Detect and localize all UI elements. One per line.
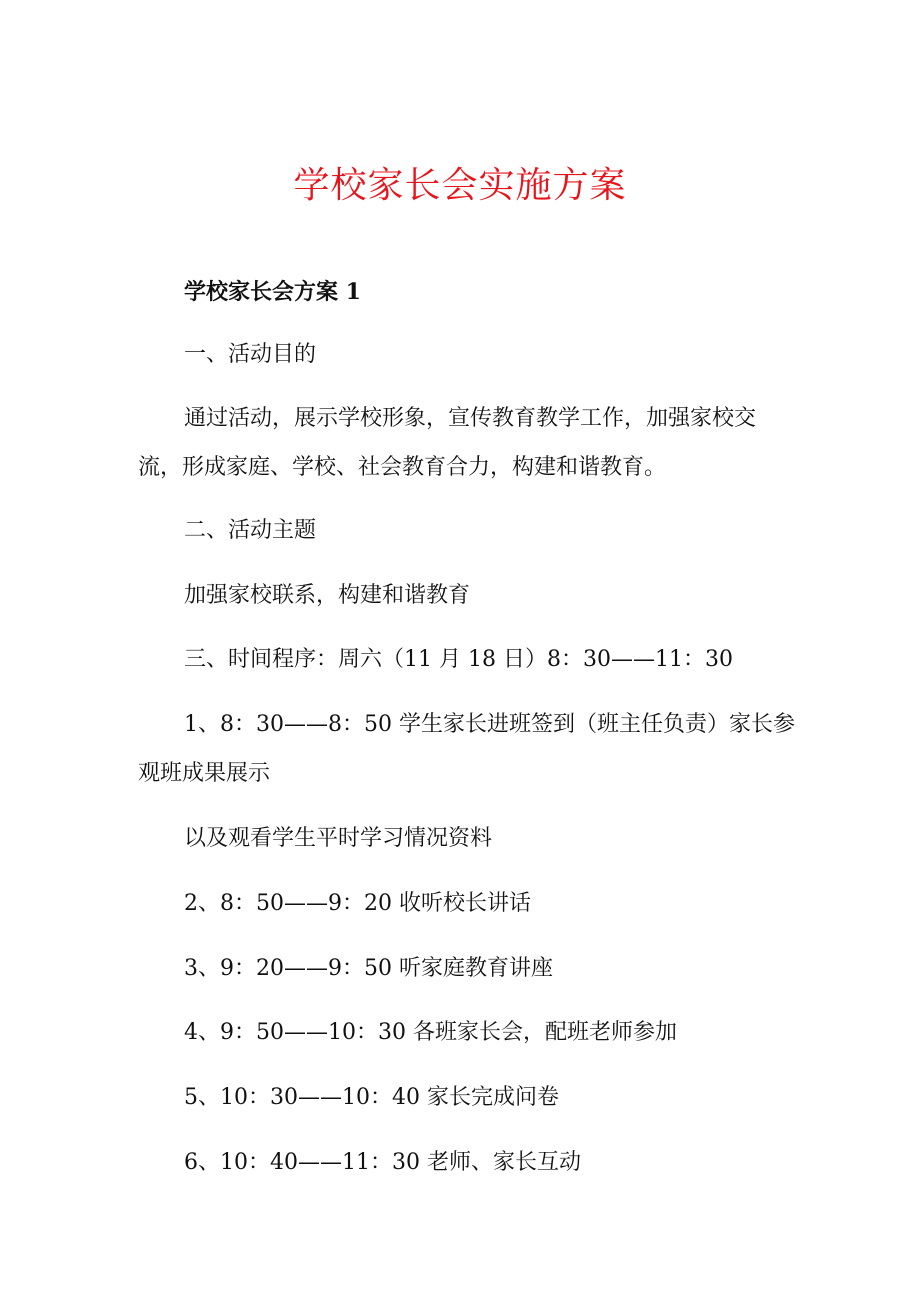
schedule-item: 6、10：40——11：30 老师、家长互动 <box>184 1150 581 1175</box>
paragraph-line: 加强家校联系，构建和谐教育 <box>184 583 471 608</box>
schedule-item: 5、10：30——10：40 家长完成问卷 <box>184 1085 559 1110</box>
schedule-item: 4、9：50——10：30 各班家长会，配班老师参加 <box>184 1020 677 1045</box>
schedule-item-continued: 观班成果展示 <box>138 761 271 786</box>
document-title: 学校家长会实施方案 <box>293 165 627 206</box>
schedule-item: 3、9：20——9：50 听家庭教育讲座 <box>184 956 553 981</box>
subheading-schedule: 三、时间程序：周六（11 月 18 日）8：30——11：30 <box>184 647 733 672</box>
paragraph-line: 流，形成家庭、学校、社会教育合力，构建和谐教育。 <box>138 455 667 480</box>
subheading-theme: 二、活动主题 <box>184 518 317 543</box>
paragraph-line: 通过活动，展示学校形象，宣传教育教学工作，加强家校交 <box>184 406 757 431</box>
schedule-item: 2、8：50——9：20 收听校长讲话 <box>184 891 531 916</box>
subheading-purpose: 一、活动目的 <box>184 342 317 367</box>
paragraph-line: 以及观看学生平时学习情况资料 <box>184 826 493 851</box>
section-heading: 学校家长会方案 1 <box>184 279 361 305</box>
schedule-item: 1、8：30——8：50 学生家长进班签到（班主任负责）家长参 <box>184 712 795 737</box>
